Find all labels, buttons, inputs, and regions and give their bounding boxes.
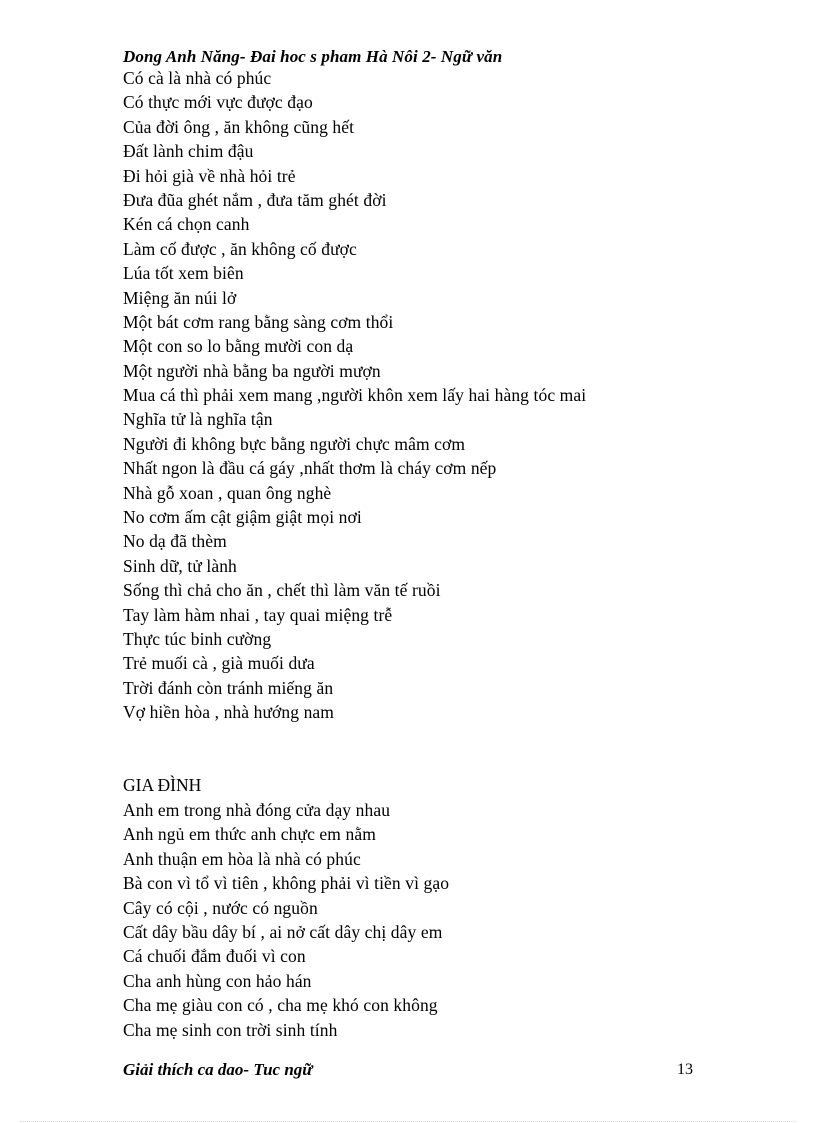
proverb-line: Cha mẹ giàu con có , cha mẹ khó con không <box>123 995 438 1016</box>
proverb-line: Thực túc binh cường <box>123 628 272 649</box>
proverb-line: Vợ hiền hòa , nhà hướng nam <box>123 702 334 723</box>
proverb-line: Miệng ăn núi lở <box>123 287 237 308</box>
proverb-line: Làm cố được , ăn không cố được <box>123 238 357 259</box>
proverb-line: Anh ngủ em thức anh chực em nằm <box>123 824 376 845</box>
proverb-line: Có cà là nhà có phúc <box>123 68 272 88</box>
section-title: GIA ĐÌNH <box>123 775 202 795</box>
page-footer: Giải thích ca dao- Tuc ngữ <box>123 1060 313 1079</box>
page-header: Dong Anh Năng- Đai hoc s pham Hà Nôi 2- Ngữ văn <box>123 47 503 66</box>
proverb-line: Cất dây bầu dây bí , ai nở cất dây chị dây em <box>123 921 443 942</box>
page-number: 13 <box>677 1061 693 1078</box>
proverb-line: Nghĩa tử là nghĩa tận <box>123 409 273 430</box>
proverb-line: Cây có cội , nước có nguồn <box>123 897 318 918</box>
proverb-line: Nhà gỗ xoan , quan ông nghè <box>123 482 332 503</box>
proverb-line: Có thực mới vực được đạo <box>123 92 313 113</box>
family-proverb-list <box>123 798 449 1042</box>
proverb-list <box>123 66 586 725</box>
proverb-line: Trời đánh còn tránh miếng ăn <box>123 677 334 698</box>
proverb-line: Một người nhà bằng ba người mượn <box>123 360 381 381</box>
page-bottom-divider <box>20 1121 796 1122</box>
proverb-line: No dạ đã thèm <box>123 531 227 552</box>
proverb-line: Lúa tốt xem biên <box>123 263 244 284</box>
proverb-line: Kén cá chọn canh <box>123 214 250 235</box>
proverb-line: Tay làm hàm nhai , tay quai miệng trễ <box>123 604 393 625</box>
proverb-line: Cá chuối đắm đuối vì con <box>123 946 306 967</box>
proverb-line: Của đời ông , ăn không cũng hết <box>123 116 355 137</box>
proverb-line: Người đi không bực bằng người chực mâm cơm <box>123 433 466 454</box>
proverb-line: Đất lành chim đậu <box>123 141 254 162</box>
proverb-line: Cha mẹ sinh con trời sinh tính <box>123 1019 338 1040</box>
proverb-line: Đưa đũa ghét nắm , đưa tăm ghét đời <box>123 189 387 210</box>
proverb-line: Nhất ngon là đầu cá gáy ,nhất thơm là cháy cơm nếp <box>123 458 497 479</box>
proverb-line: Anh thuận em hòa là nhà có phúc <box>123 848 361 869</box>
proverb-line: Bà con vì tổ vì tiên , không phải vì tiền vì gạo <box>123 873 450 894</box>
proverb-line: Cha anh hùng con hảo hán <box>123 970 312 991</box>
proverb-line: Một bát cơm rang bằng sàng cơm thổi <box>123 311 394 332</box>
proverb-line: Anh em trong nhà đóng cửa dạy nhau <box>123 800 391 820</box>
proverb-line: Sống thì chả cho ăn , chết thì làm văn tế ruồi <box>123 580 441 601</box>
proverb-line: Đi hỏi già về nhà hỏi trẻ <box>123 165 296 186</box>
proverb-line: Một con so lo bằng mười con dạ <box>123 336 354 357</box>
proverb-line: Sinh dữ, tử lành <box>123 555 237 576</box>
proverb-line: Mua cá thì phải xem mang ,người khôn xem lấy hai hàng tóc mai <box>123 385 587 406</box>
proverb-line: Trẻ muối cà , già muối dưa <box>123 653 315 674</box>
proverb-line: No cơm ấm cật giậm giật mọi nơi <box>123 507 362 528</box>
